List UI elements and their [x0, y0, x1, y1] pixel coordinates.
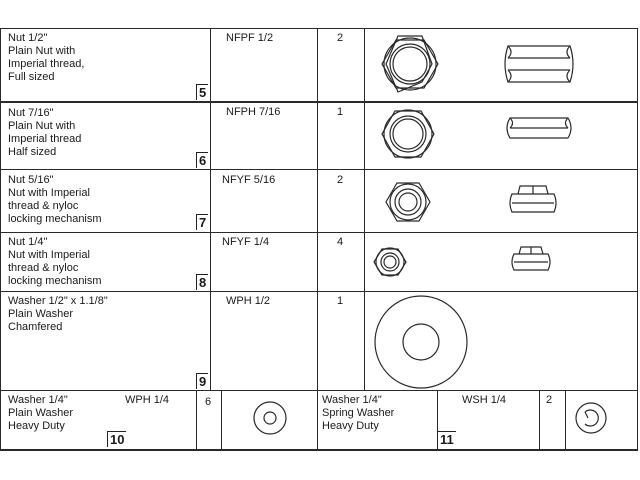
item-number: 11 [437, 431, 456, 447]
item-number: 6 [196, 152, 208, 168]
item-number: 10 [107, 431, 126, 447]
hex-nut-side-icon [505, 46, 573, 82]
quantity: 6 [205, 396, 212, 408]
part-code: NFPF 1/2 [226, 32, 274, 44]
part-code: WSH 1/4 [462, 394, 507, 406]
nyloc-nut-side-icon [510, 186, 556, 212]
washer-icon [254, 402, 286, 434]
item-number: 7 [196, 214, 208, 230]
quantity: 1 [337, 295, 344, 307]
quantity: 2 [337, 174, 344, 186]
part-code: NFYF 5/16 [222, 174, 276, 186]
part-code: NFPH 7/16 [226, 106, 281, 118]
quantity: 4 [337, 236, 344, 248]
item-description: Washer 1/2" x 1.1/8" Plain Washer Chamfered [8, 295, 108, 333]
nyloc-nut-face-icon [386, 183, 430, 221]
nyloc-nut-side-icon [512, 247, 550, 270]
hex-nut-face-icon [382, 110, 434, 158]
item-number: 8 [196, 274, 208, 290]
nyloc-nut-face-icon [374, 248, 406, 276]
part-code: WPH 1/2 [226, 295, 271, 307]
quantity: 2 [546, 394, 553, 406]
hex-nut-face-icon [382, 36, 438, 92]
item-number: 9 [196, 373, 208, 389]
part-code: WPH 1/4 [125, 394, 170, 406]
item-description: Nut 5/16" Nut with Imperial thread & nyloc locking mechanism [8, 174, 102, 225]
item-description: Washer 1/4" Spring Washer Heavy Duty [322, 394, 395, 432]
item-number: 5 [196, 84, 208, 100]
item-description: Washer 1/4" Plain Washer Heavy Duty [8, 394, 74, 432]
hex-nut-side-icon [507, 118, 571, 138]
item-description: Nut 1/2" Plain Nut with Imperial thread, Full sized [8, 32, 85, 83]
washer-icon [375, 296, 467, 388]
part-code: NFYF 1/4 [222, 236, 270, 248]
spring-washer-icon [576, 403, 606, 433]
quantity: 1 [337, 106, 344, 118]
quantity: 2 [337, 32, 344, 44]
item-description: Nut 1/4" Nut with Imperial thread & nyloc locking mechanism [8, 236, 102, 287]
item-description: Nut 7/16" Plain Nut with Imperial thread Half sized [8, 107, 82, 158]
